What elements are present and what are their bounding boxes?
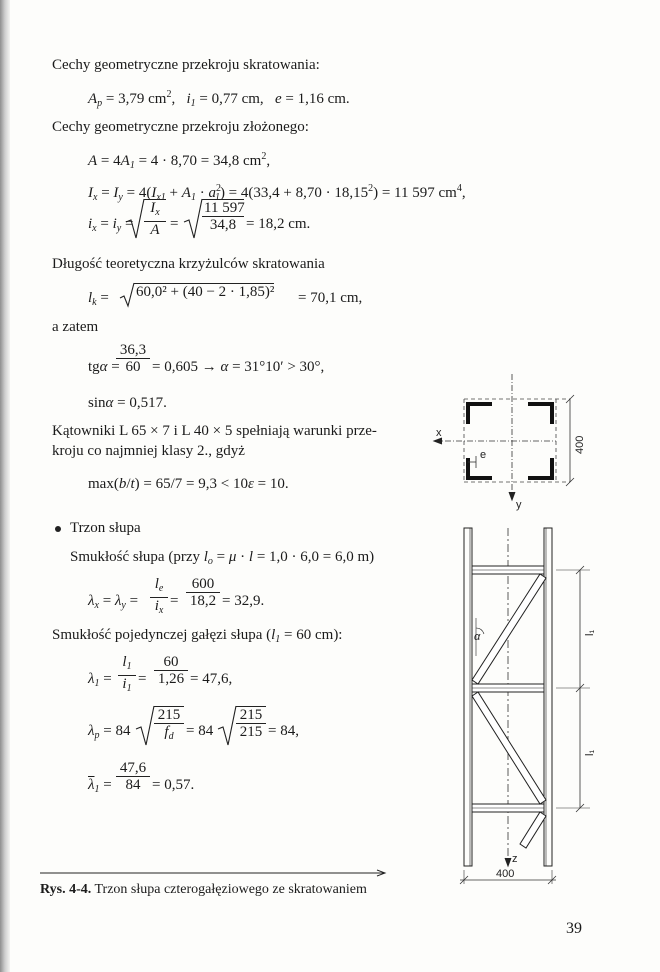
sub-y: y — [118, 192, 123, 203]
eq-part: = 0,605 → — [152, 359, 221, 375]
angles-text-line-1: Kątowniki L 65 × 7 i L 40 × 5 spełniają warunki prze- — [52, 423, 377, 439]
eq-part: = — [96, 290, 109, 306]
sub-o: o — [207, 556, 213, 567]
column-elevation-diagram — [440, 528, 600, 900]
eq-part: + — [165, 185, 182, 201]
denominator: 84 — [125, 777, 141, 793]
sym-I: I — [113, 185, 119, 201]
tg-equation-lhs — [88, 358, 120, 376]
label-z: z — [512, 853, 518, 865]
angles-text-line-2: kroju co najmniej klasy 2., gdyż — [52, 443, 245, 459]
heading-lacing-length: Długość teoretyczna krzyżulców skratowania — [52, 256, 325, 272]
label-l1-lower: l₁ — [584, 749, 596, 756]
sub-1: 1 — [190, 192, 196, 203]
sym-A: A — [181, 185, 191, 201]
eq-part: = 84 — [99, 723, 131, 739]
sym-alpha: α — [220, 359, 229, 375]
sub-p: p — [94, 730, 100, 741]
sub-x: x — [158, 605, 164, 616]
eq-part: ) = 65/7 = 9,3 < 10 — [134, 476, 248, 492]
numerator: 47,6 — [116, 760, 150, 777]
sup-2: 2 — [166, 89, 172, 100]
sub-y: y — [121, 600, 126, 611]
sym-I: I — [150, 200, 156, 216]
tg: tg — [88, 359, 100, 375]
bullet-heading: Trzon słupa — [70, 520, 141, 536]
lambda-p-lhs — [88, 722, 130, 745]
page-binding-edge — [0, 0, 10, 972]
eq-part: = — [99, 777, 112, 793]
sym-i: i — [186, 91, 191, 107]
sqrt-sign — [126, 198, 146, 240]
heading-lacing-properties: Cechy geometryczne przekroju skratowania: — [52, 57, 320, 73]
sub-x: x — [94, 600, 99, 611]
sub-y: y — [116, 223, 122, 234]
label-400-vertical: 400 — [574, 435, 586, 454]
lambda-p-result: = 84, — [268, 723, 299, 739]
sym-a: a — [208, 185, 216, 201]
sym-epsilon: ε — [247, 476, 254, 492]
lambda-xy-fraction-1 — [150, 576, 168, 619]
heading-composite-properties: Cechy geometryczne przekroju złożonego: — [52, 119, 309, 135]
sup-2: 2 — [368, 183, 374, 194]
sym-l: l — [88, 290, 93, 306]
denominator: 215 — [239, 724, 263, 740]
sym-A: A — [88, 153, 98, 169]
text-part: = 60 cm): — [280, 627, 343, 643]
sym-lambda: λ — [88, 723, 95, 739]
sym-b: b — [118, 476, 127, 492]
text-part: Smukłość słupa (przy — [70, 549, 204, 565]
a-zatem: a zatem — [52, 319, 99, 335]
label-y: y — [516, 499, 522, 511]
comma: , — [171, 91, 176, 107]
tg-fraction — [116, 342, 150, 375]
sub-1: 1 — [94, 784, 100, 795]
sym-A: A — [120, 153, 130, 169]
label-alpha: α — [474, 631, 481, 643]
label-l1-upper: l₁ — [584, 629, 596, 636]
numerator: 215 — [154, 707, 184, 724]
sqrt-sign — [218, 705, 238, 747]
single-branch-text — [52, 626, 342, 649]
max-equation — [88, 475, 289, 493]
numerator: 215 — [236, 707, 266, 724]
sub-d: d — [168, 731, 174, 742]
sin: sin — [88, 395, 106, 411]
equals: = — [170, 216, 179, 232]
sym-l: l — [271, 627, 276, 643]
sup-2: 2 — [261, 151, 267, 162]
radius-result: = 18,2 cm. — [246, 216, 311, 232]
sym-A: A — [88, 91, 98, 107]
lambda-xy-result: = 32,9. — [222, 593, 265, 609]
lambda-xy-fraction-2 — [186, 576, 220, 609]
page-number: 39 — [566, 920, 582, 937]
equals: = — [107, 359, 120, 375]
sqrt-sign — [136, 705, 156, 747]
sym-l: l — [248, 549, 254, 565]
sub-1: 1 — [126, 683, 132, 694]
comma: , — [266, 153, 271, 169]
sym-lambda: λ — [88, 671, 95, 687]
denominator: 60 — [125, 359, 141, 375]
sym-i: i — [88, 216, 93, 232]
sym-mu: μ — [228, 549, 237, 565]
bullet-icon — [55, 526, 61, 532]
eq-part: = 31°10′ > 30°, — [228, 359, 325, 375]
lambda-bar-lhs — [88, 776, 112, 799]
sup-2: 2 — [215, 183, 221, 194]
eq-part: = — [98, 593, 115, 609]
eq-part: ) = 4(33,4 + 8,70 · 18,15 — [219, 185, 369, 201]
length-equation-lhs — [88, 289, 109, 312]
lambda-bar-fraction — [116, 760, 150, 793]
length-radicand: 60,0² + (40 − 2 · 1,85)² — [136, 284, 275, 300]
sym-l: l — [154, 576, 159, 592]
radius-value: = 0,77 cm, — [195, 91, 264, 107]
lacing-properties-eq — [88, 86, 350, 113]
sub-p: p — [97, 98, 103, 109]
length-result: = 70,1 cm, — [298, 290, 363, 306]
radical-fraction-1 — [144, 199, 166, 238]
area-value: = 3,79 cm — [102, 91, 167, 107]
eq-part: = 0,517. — [113, 395, 167, 411]
eq-part: = — [125, 593, 139, 609]
lambda-1-fraction-1 — [118, 654, 136, 697]
sub-x: x — [92, 223, 97, 234]
lambda-p-mid: = 84 — [186, 723, 214, 739]
figure-caption — [40, 881, 367, 899]
eq-part: max( — [88, 476, 119, 492]
sym-i: i — [122, 676, 127, 692]
eq-part: = — [97, 185, 114, 201]
sub-1: 1 — [129, 160, 135, 171]
eq-part: = 4 · 8,70 = 34,8 cm — [134, 153, 262, 169]
sym-f: f — [164, 724, 169, 740]
sym-A: A — [150, 222, 160, 238]
sqrt-sign — [184, 198, 204, 240]
eccentricity-value: = 1,16 cm. — [281, 91, 350, 107]
eq-part: · — [195, 185, 209, 201]
lambda-1-lhs — [88, 670, 112, 693]
sym-l: l — [122, 654, 127, 670]
eq-part: = — [121, 216, 134, 232]
label-400-horizontal: 400 — [496, 868, 515, 880]
sym-l: l — [203, 549, 208, 565]
sub-k: k — [92, 297, 97, 308]
sym-alpha: α — [105, 395, 114, 411]
denominator: 34,8 — [209, 217, 237, 233]
label-x: x — [436, 427, 442, 439]
denominator: 18,2 — [189, 593, 217, 609]
radical-fraction-2 — [202, 199, 244, 233]
text-part: = — [212, 549, 229, 565]
sub-1: 1 — [126, 661, 132, 672]
eq-part: ) = 11 597 cm — [373, 185, 457, 201]
slenderness-text — [70, 548, 374, 571]
sym-lambda: λ — [114, 593, 122, 609]
eq-part: = 4( — [122, 185, 152, 201]
equals: = — [138, 671, 147, 687]
label-e: e — [480, 449, 487, 461]
eq-part: = 4 — [97, 153, 121, 169]
sym-e: e — [274, 91, 282, 107]
sub-e: e — [158, 583, 164, 594]
text-part: = 1,0 · 6,0 = 6,0 m) — [253, 549, 375, 565]
tg-equation-rhs — [152, 358, 324, 376]
lambda-p-radical-2 — [236, 706, 266, 740]
sin-equation — [88, 394, 167, 412]
cross-section-diagram — [430, 374, 590, 514]
denominator: 1,26 — [157, 671, 185, 687]
lambda-1-fraction-2 — [154, 654, 188, 687]
slash: / — [126, 476, 131, 492]
sub-1: 1 — [214, 192, 220, 203]
numerator: 11 597 — [204, 200, 245, 216]
text-part: · — [236, 549, 249, 565]
numerator: 600 — [186, 576, 220, 593]
eq-part: = — [96, 216, 113, 232]
sym-i: i — [112, 216, 117, 232]
lambda-bar-result: = 0,57. — [152, 777, 195, 793]
sub-1: 1 — [94, 678, 100, 689]
sub-x: x — [93, 192, 98, 203]
eq-part: = — [99, 671, 112, 687]
equals: = — [170, 593, 179, 609]
caption-text: Trzon słupa czterogałęziowego ze skratowaniem — [94, 882, 367, 897]
sub-x1: x1 — [156, 192, 166, 203]
text-part: Smukłość pojedynczej gałęzi słupa ( — [52, 627, 272, 643]
comma: , — [461, 185, 466, 201]
sym-lambda-bar: $\overline{\lambda}$ — [88, 777, 95, 793]
eq-part: = 10. — [253, 476, 289, 492]
numerator: 60 — [154, 654, 188, 671]
numerator: 36,3 — [116, 342, 150, 359]
sym-I: I — [151, 185, 157, 201]
sym-I: I — [88, 185, 93, 201]
sym-alpha: α — [99, 359, 108, 375]
caption-label: Rys. 4-4. — [40, 882, 92, 897]
sym-t: t — [130, 476, 135, 492]
sub-1: 1 — [275, 634, 281, 645]
lambda-p-radical-1 — [154, 706, 184, 745]
sub-1: 1 — [190, 98, 196, 109]
sym-lambda: λ — [88, 593, 95, 609]
lambda-1-result: = 47,6, — [190, 671, 233, 687]
lambda-xy-lhs — [88, 592, 138, 615]
sym-i: i — [154, 598, 159, 614]
caption-arrow-line — [40, 868, 390, 878]
area-equation — [88, 148, 270, 175]
sup-4: 4 — [456, 183, 462, 194]
sub-x: x — [155, 207, 160, 218]
